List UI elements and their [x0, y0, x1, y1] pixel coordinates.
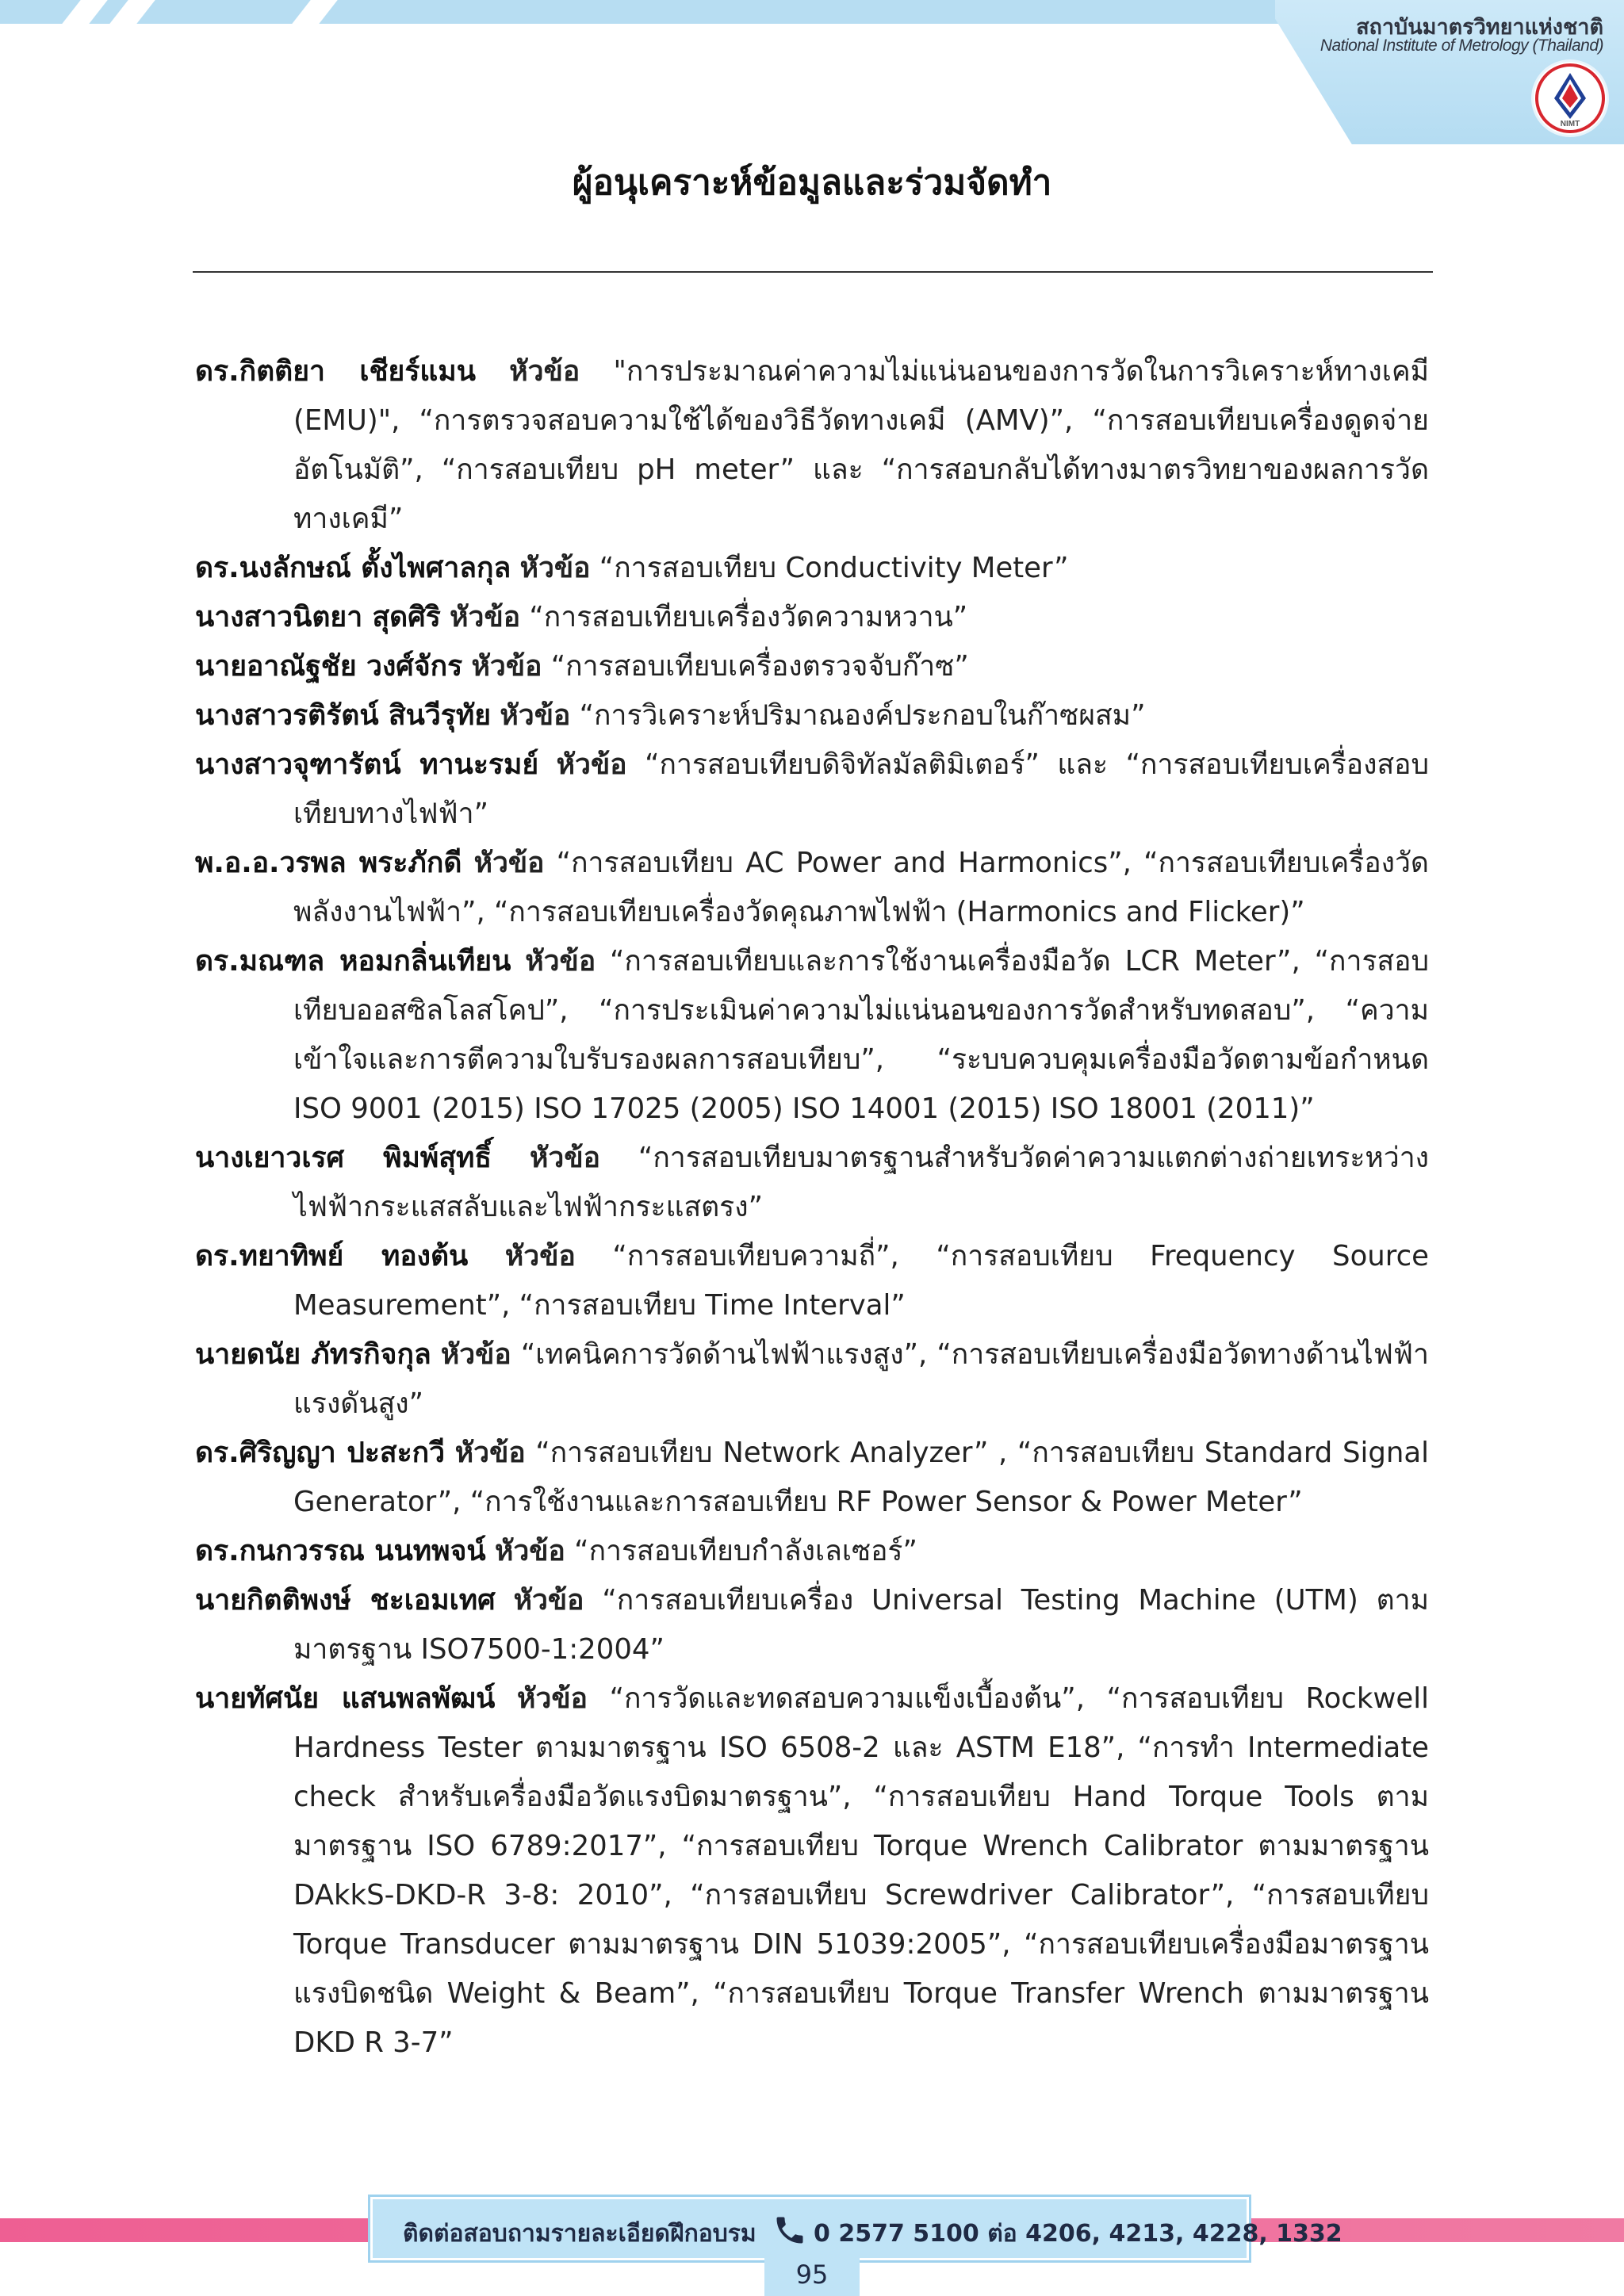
contributor-list — [195, 347, 1429, 2068]
contributor-name: นายดนัย ภัทรกิจกุล — [195, 1338, 431, 1371]
contributor-entry — [195, 347, 1429, 544]
topic-label: หัวข้อ — [494, 1535, 565, 1567]
contributor-entry — [195, 937, 1429, 1134]
topic-label: หัวข้อ — [517, 1682, 588, 1715]
contributor-entry — [195, 691, 1429, 740]
topic-text: “การสอบเทียบและการใช้งานเครื่องมือวัด LCR Meter”, “การสอบเทียบออสซิลโลสโคป”, “การประเมินค่าความไม่แน่นอนของการวัดสำหรับทดสอบ”, “ความเข้าใจและการตีความใบรับรองผลการสอบเทียบ”, “ระบบควบคุมเครื่องมือวัดตามข้อกำหนด ISO 9001 (2015) ISO 17025 (2005) ISO 14001 (2015) ISO 18001 (2011)” — [293, 945, 1429, 1125]
contributor-entry — [195, 593, 1429, 642]
institute-name-th: สถาบันมาตรวิทยาแห่งชาติ — [1356, 15, 1603, 39]
topic-text: “การสอบเทียบมาตรฐานสำหรับวัดค่าความแตกต่างถ่ายเทระหว่างไฟฟ้ากระแสสลับและไฟฟ้ากระแสตรง” — [293, 1142, 1429, 1223]
topic-label: หัวข้อ — [471, 650, 542, 683]
institute-name-en: National Institute of Metrology (Thailand) — [1320, 36, 1603, 55]
topic-label: หัวข้อ — [504, 1240, 576, 1272]
topic-text: “การวิเคราะห์ปริมาณองค์ประกอบในก๊าซผสม” — [579, 699, 1146, 732]
contributor-entry — [195, 1527, 1429, 1576]
topic-text: “การสอบเทียบดิจิทัลมัลติมิเตอร์” และ “การสอบเทียบเครื่องสอบเทียบทางไฟฟ้า” — [293, 748, 1429, 830]
topic-label: หัวข้อ — [450, 601, 521, 633]
contributor-entry — [195, 839, 1429, 937]
contributor-entry — [195, 544, 1429, 593]
contributor-name: นายทัศนัย แสนพลพัฒน์ — [195, 1682, 496, 1715]
contact-box — [370, 2197, 1342, 2260]
title-divider — [193, 271, 1433, 273]
topic-text: “การสอบเทียบ Conductivity Meter” — [599, 552, 1069, 584]
topic-label: หัวข้อ — [440, 1338, 511, 1371]
phone-number: 0 2577 5100 ต่อ 4206, 4213, 4228, 1332 — [814, 2220, 1342, 2248]
page-title: ผู้อนุเคราะห์ข้อมูลและร่วมจัดทำ — [572, 163, 1052, 203]
contributor-name: ดร.ศิริญญา ปะสะกวี — [195, 1437, 446, 1469]
topic-text: “การสอบเทียบเครื่องวัดความหวาน” — [529, 601, 968, 633]
contributor-entry — [195, 1330, 1429, 1429]
topic-text: “การสอบเทียบเครื่อง Universal Testing Machine (UTM) ตาม มาตรฐาน ISO7500-1:2004” — [293, 1584, 1429, 1666]
contributor-name: นายกิตติพงษ์ ชะเอมเทศ — [195, 1584, 496, 1617]
topic-label: หัวข้อ — [473, 847, 545, 879]
page-number-box — [764, 2253, 860, 2296]
contributor-entry — [195, 740, 1429, 839]
contributor-name: นางสาวนิตยา สุดศิริ — [195, 601, 441, 633]
topic-label: หัวข้อ — [513, 1584, 584, 1617]
topic-label: หัวข้อ — [530, 1142, 600, 1174]
topic-label: หัวข้อ — [500, 699, 571, 732]
topic-label: หัวข้อ — [519, 552, 591, 584]
contributor-entry — [195, 1232, 1429, 1330]
topic-text: "การประมาณค่าความไม่แน่นอนของการวัดในการวิเคราะห์ทางเคมี (EMU)", “การตรวจสอบความใช้ได้ของวิธีวัดทางเคมี (AMV)”, “การสอบเทียบเครื่องดูดจ่ายอัตโนมัติ”, “การสอบเทียบ pH meter” และ “การสอบกลับได้ทางมาตรวิทยาของผลการวัดทางเคมี” — [293, 355, 1429, 535]
contributor-name: นายอาณัฐชัย วงศ์จักร — [195, 650, 463, 683]
contributor-name: ดร.กนกวรรณ นนทพจน์ — [195, 1535, 486, 1567]
contributor-name: นางสาวจุฑารัตน์ ทานะรมย์ — [195, 748, 539, 781]
contributor-name: ดร.กิตติยา เชียร์แมน — [195, 355, 476, 388]
contributor-name: ดร.มณฑล หอมกลิ่นเทียน — [195, 945, 511, 978]
topic-text: “การสอบเทียบกำลังเลเซอร์” — [574, 1535, 917, 1567]
page-number: 95 — [795, 2260, 829, 2290]
topic-text: “การสอบเทียบเครื่องตรวจจับก๊าซ” — [550, 650, 969, 683]
contributor-entry — [195, 1674, 1429, 2068]
topic-text: “เทคนิคการวัดด้านไฟฟ้าแรงสูง”, “การสอบเทียบเครื่องมือวัดทางด้านไฟฟ้าแรงดันสูง” — [293, 1338, 1429, 1420]
topic-label: หัวข้อ — [525, 945, 596, 978]
logo-text: NIMT — [1560, 120, 1580, 128]
contributor-name: นางสาวรติรัตน์ สินวีรุทัย — [195, 699, 492, 732]
nimt-logo — [1534, 62, 1607, 135]
topic-text: “การสอบเทียบความถี่”, “การสอบเทียบ Frequency Source Measurement”, “การสอบเทียบ Time Interval” — [293, 1240, 1429, 1322]
contributor-name: ดร.ทยาทิพย์ ทองต้น — [195, 1240, 469, 1272]
contributor-entry — [195, 1134, 1429, 1232]
topic-label: หัวข้อ — [556, 748, 627, 781]
contributor-name: ดร.นงลักษณ์ ตั้งไพศาลกุล — [195, 552, 511, 584]
contributor-name: พ.อ.อ.วรพล พระภักดี — [195, 847, 462, 879]
contact-label: ติดต่อสอบถามรายละเอียดฝึกอบรม — [403, 2220, 756, 2248]
phone-icon — [772, 2213, 807, 2248]
topic-text: “การสอบเทียบ AC Power and Harmonics”, “การสอบเทียบเครื่องวัดพลังงานไฟฟ้า”, “การสอบเทียบเครื่องวัดคุณภาพไฟฟ้า (Harmonics and Flicker)” — [293, 847, 1429, 928]
topic-label: หัวข้อ — [454, 1437, 526, 1469]
contributor-entry — [195, 642, 1429, 691]
contributor-entry — [195, 1576, 1429, 1674]
topic-text: “การสอบเทียบ Network Analyzer” , “การสอบเทียบ Standard Signal Generator”, “การใช้งานและการสอบเทียบ RF Power Sensor & Power Meter” — [293, 1437, 1429, 1518]
topic-text: “การวัดและทดสอบความแข็งเบื้องต้น”, “การสอบเทียบ Rockwell Hardness Tester ตามมาตรฐาน ISO 6508-2 และ ASTM E18”, “การทำ Intermediate check สำหรับเครื่องมือวัดแรงบิดมาตรฐาน”, “การสอบเทียบ Hand Torque Tools ตามมาตรฐาน ISO 6789:2017”, “การสอบเทียบ Torque Wrench Calibrator ตามมาตรฐาน DAkkS-DKD-R 3-8: 2010”, “การสอบเทียบ Screwdriver Calibrator”, “การสอบเทียบ Torque Transducer ตามมาตรฐาน DIN 51039:2005”, “การสอบเทียบเครื่องมือมาตรฐานแรงบิดชนิด Weight & Beam”, “การสอบเทียบ Torque Transfer Wrench ตามมาตรฐาน DKD R 3-7” — [293, 1682, 1429, 2059]
contributor-entry — [195, 1429, 1429, 1527]
contributor-name: นางเยาวเรศ พิมพ์สุทธิ์ — [195, 1142, 492, 1174]
topic-label: หัวข้อ — [509, 355, 580, 388]
